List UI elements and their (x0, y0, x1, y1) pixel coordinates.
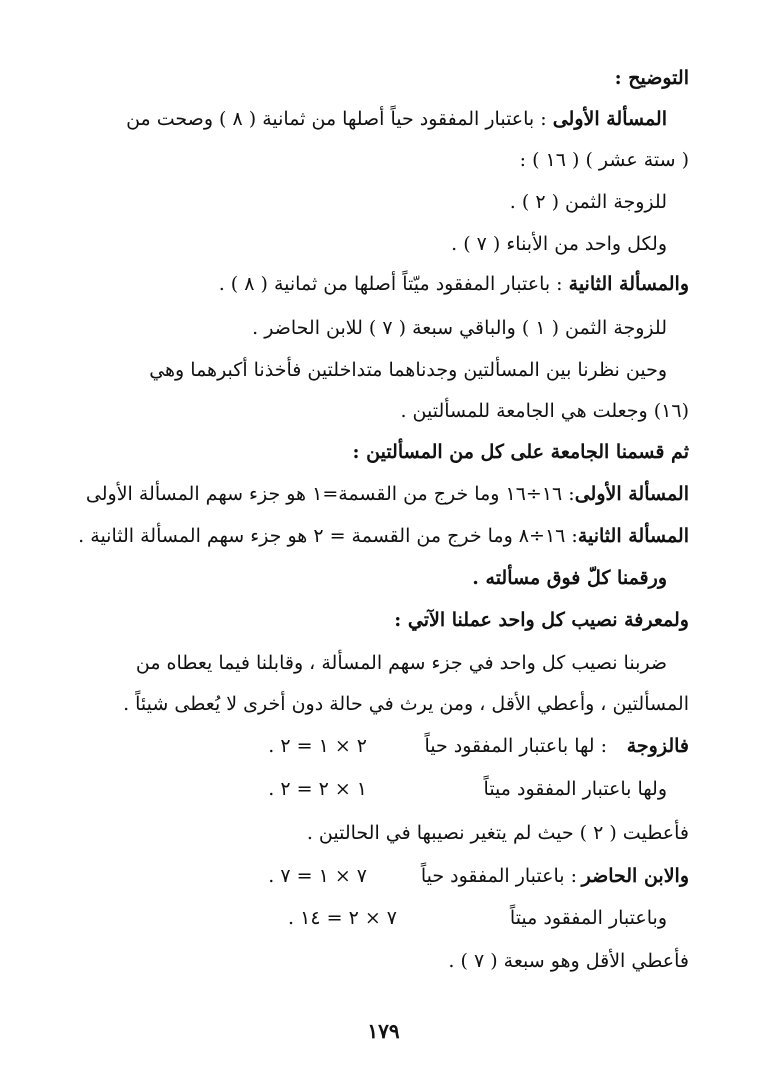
page-number: ١٧٩ (367, 1019, 400, 1043)
text-line: ولكل واحد من الأبناء ( ٧ ) . (451, 233, 667, 255)
subheading: ثم قسمنا الجامعة على كل من المسألتين : (352, 441, 689, 463)
calc: ١ × ٢ = ٢ . (268, 778, 367, 800)
section-heading: التوضيح : (614, 67, 689, 89)
problem-label: المسألة الثانية (577, 525, 689, 547)
text-line: ضربنا نصيب كل واحد في جزء سهم المسألة ، وقابلنا فيما يعطاه من (135, 652, 667, 674)
text-line: وحين نظرنا بين المسألتين وجدناهما متداخلتين فأخذنا أكبرهما وهي (149, 359, 667, 381)
text-line: فأعطيت ( ٢ ) حيث لم يتغير نصيبها في الحالتين . (306, 822, 689, 844)
text-line: فأعطي الأقل وهو سبعة ( ٧ ) . (448, 950, 689, 972)
problem-label: المسألة الأولى (552, 108, 667, 130)
case-text: : باعتبار المفقود حياً (420, 865, 577, 887)
text-span: : باعتبار المفقود حياً أصلها من ثمانية ( ٨ ) وصحت من (126, 108, 553, 130)
text-line: للزوجة الثمن ( ٢ ) . (509, 191, 667, 213)
text-span: : ١٦÷٨ وما خرج من القسمة = ٢ هو جزء سهم المسألة الثانية . (78, 525, 578, 547)
text-line: المسألتين ، وأعطي الأقل ، ومن يرث في حالة دون أخرى لا يُعطى شيئاً . (123, 693, 689, 715)
text-line (70, 269, 689, 299)
text-line (70, 521, 689, 551)
text-line: للزوجة الثمن ( ١ ) والباقي سبعة ( ٧ ) للابن الحاضر . (252, 317, 667, 339)
text-line: ( ستة عشر ) ( ١٦ ) : (519, 149, 689, 171)
text-span: : ١٦÷١٦ وما خرج من القسمة=١ هو جزء سهم المسألة الأولى (85, 483, 575, 505)
text-line (70, 104, 667, 134)
problem-label: والمسألة الثانية (568, 273, 689, 295)
text-line (70, 479, 689, 509)
case-text: : لها باعتبار المفقود حياً (424, 735, 607, 757)
problem-label: المسألة الأولى (574, 483, 689, 505)
heir-label: فالزوجة (626, 735, 689, 757)
case-text: وباعتبار المفقود ميتاً (509, 907, 667, 929)
text-span: : باعتبار المفقود ميّتاً أصلها من ثمانية ( ٨ ) . (218, 273, 569, 295)
calc: ٧ × ١ = ٧ . (268, 865, 367, 887)
calc: ٢ × ١ = ٢ . (268, 735, 367, 757)
text-line: (١٦) وجعلت هي الجامعة للمسألتين . (400, 400, 689, 422)
heir-label: والابن الحاضر (581, 865, 689, 887)
calc: ٧ × ٢ = ١٤ . (288, 907, 397, 929)
text-line: ورقمنا كلّ فوق مسألته . (472, 567, 667, 589)
subheading: ولمعرفة نصيب كل واحد عملنا الآتي : (394, 609, 689, 631)
case-text: ولها باعتبار المفقود ميتاً (483, 778, 667, 800)
